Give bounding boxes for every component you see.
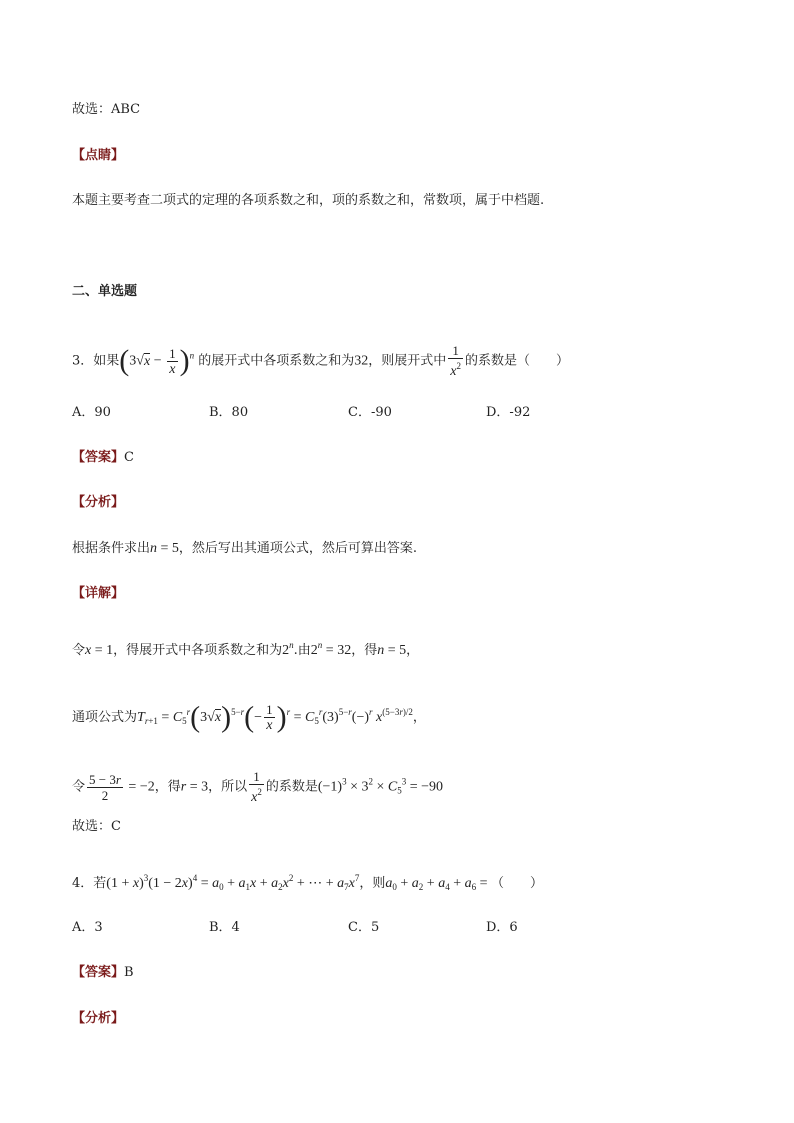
q3-option-d: D．-92 — [486, 405, 531, 420]
q3-option-b: B．80 — [209, 405, 249, 420]
q4-option-c: C．5 — [348, 920, 380, 935]
q3-choice: 故选：C — [72, 819, 121, 834]
q4-answer-value: B — [124, 965, 134, 980]
q3-stem-b: ，则展开式中 — [368, 353, 447, 369]
q3-answer-value: C — [124, 450, 134, 465]
q3-step-1: 令x = 1，得展开式中各项系数之和为2$^n$.由$2^n = 32$，得n = 5， — [72, 640, 420, 658]
q3-step-2: 通项公式为$T_{r+1} = C_5^r(3√x)^{5-r}(-$ $\frac{1}{x}$ )$^r = C_5^r(3)^{5-r}(-)^r$ $x^{(5-3r)/2}$， — [72, 700, 426, 734]
q4-answer-label: 【答案】 — [72, 965, 125, 980]
q3-answer — [72, 449, 134, 467]
comment-text: 本题主要考查二项式的定理的各项系数之和，项的系数之和，常数项，属于中档题. — [72, 193, 545, 208]
q3-option-c: C．-90 — [348, 405, 392, 420]
q3-step-3: 令 $\frac{5 - 3r}{2}$ = −2，得r = 3，所以 $\frac{1}{x^2}$ 的系数是$(-1)^3 \times 3^2 \times C_5^3 = -90$ — [72, 769, 444, 805]
q4-answer — [72, 964, 134, 982]
q3-stem-a: 的展开式中各项系数之和为 — [198, 353, 355, 369]
q4-number: 4．若 — [72, 876, 107, 891]
q4-analysis-label: 【分析】 — [72, 1011, 125, 1026]
q3-sum-value: 32 — [354, 353, 369, 369]
q4-stem: 4．若$(1 + x)^3(1 - 2x)^4 = a_0 + a_1x + a_2x^2$ + ⋯ + $a_7x^7$，则$a_0 + a_2 + a_4 + a_6$ = （ ） — [72, 873, 544, 892]
q3-detail-label: 【详解】 — [72, 586, 125, 601]
q3-option-a: A．90 — [72, 405, 111, 420]
q3-fraction: $\frac{1}{x}$ — [169, 345, 176, 377]
q4-option-b: B．4 — [209, 920, 240, 935]
q4-option-d: D．6 — [486, 920, 518, 935]
section-title: 二、单选题 — [72, 284, 138, 299]
q3-analysis: 根据条件求出n = 5，然后写出其通项公式，然后可算出答案. — [72, 541, 418, 556]
q3-number: 3．如果 — [72, 353, 120, 369]
comment-label: 【点睛】 — [72, 148, 125, 163]
q4-option-a: A．3 — [72, 920, 103, 935]
q3-stem-c: 的系数是（ ） — [464, 353, 569, 369]
prev-choice: 故选：ABC — [72, 102, 141, 117]
q3-stem: 3．如果(3√x − $\frac{1}{x}$ )$^n$ 的展开式中各项系数之和为32，则展开式中 $\frac{1}{x^2}$ 的系数是（ ） — [72, 343, 569, 379]
q3-analysis-label: 【分析】 — [72, 495, 125, 510]
q3-answer-label: 【答案】 — [72, 450, 125, 465]
q3-target-term: $\frac{1}{x^2}$ — [450, 343, 461, 379]
